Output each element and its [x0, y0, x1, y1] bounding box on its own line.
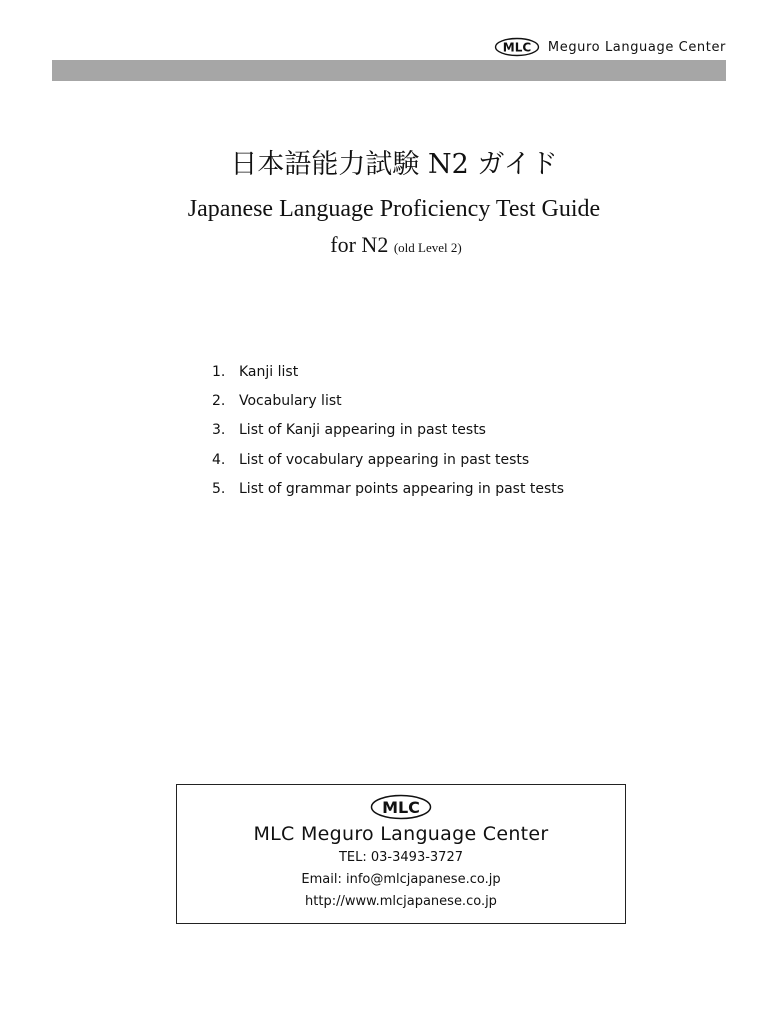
list-item-label: Vocabulary list	[239, 392, 342, 409]
contents-list	[212, 357, 564, 503]
page-header	[494, 36, 726, 58]
contact-website-link[interactable]: http://www.mlcjapanese.co.jp	[305, 894, 497, 909]
list-item-number: 4.	[212, 451, 226, 468]
subtitle-main: for N2	[330, 232, 389, 257]
header-org-name: Meguro Language Center	[547, 39, 726, 55]
svg-text:MLC: MLC	[382, 798, 420, 817]
contact-email[interactable]: Email: info@mlcjapanese.co.jp	[301, 872, 501, 887]
title-english: Japanese Language Proficiency Test Guide	[187, 196, 601, 222]
list-item-label: Kanji list	[239, 363, 299, 380]
list-item-number: 1.	[212, 363, 226, 380]
list-item-number: 2.	[212, 392, 226, 409]
title-japanese: 日本語能力試験 N2 ガイド	[230, 149, 558, 180]
list-item-number: 5.	[212, 480, 226, 497]
list-item-label: List of grammar points appearing in past tests	[239, 480, 565, 497]
svg-text:MLC: MLC	[502, 40, 532, 55]
list-item	[212, 474, 564, 503]
list-item-label: List of vocabulary appearing in past tests	[239, 451, 530, 468]
subtitle	[0, 232, 768, 258]
contact-box	[176, 784, 626, 924]
list-item-label: List of Kanji appearing in past tests	[239, 422, 486, 439]
list-item-number: 3.	[212, 422, 226, 439]
list-item	[212, 386, 564, 415]
mlc-logo	[494, 37, 540, 57]
contact-tel: TEL: 03-3493-3727	[338, 850, 463, 865]
contact-org-name: MLC Meguro Language Center	[253, 823, 549, 845]
contact-mlc-logo	[177, 794, 625, 820]
list-item	[212, 445, 564, 474]
header-divider-bar	[52, 60, 726, 81]
list-item	[212, 357, 564, 386]
subtitle-note: (old Level 2)	[393, 240, 462, 255]
list-item	[212, 416, 564, 445]
